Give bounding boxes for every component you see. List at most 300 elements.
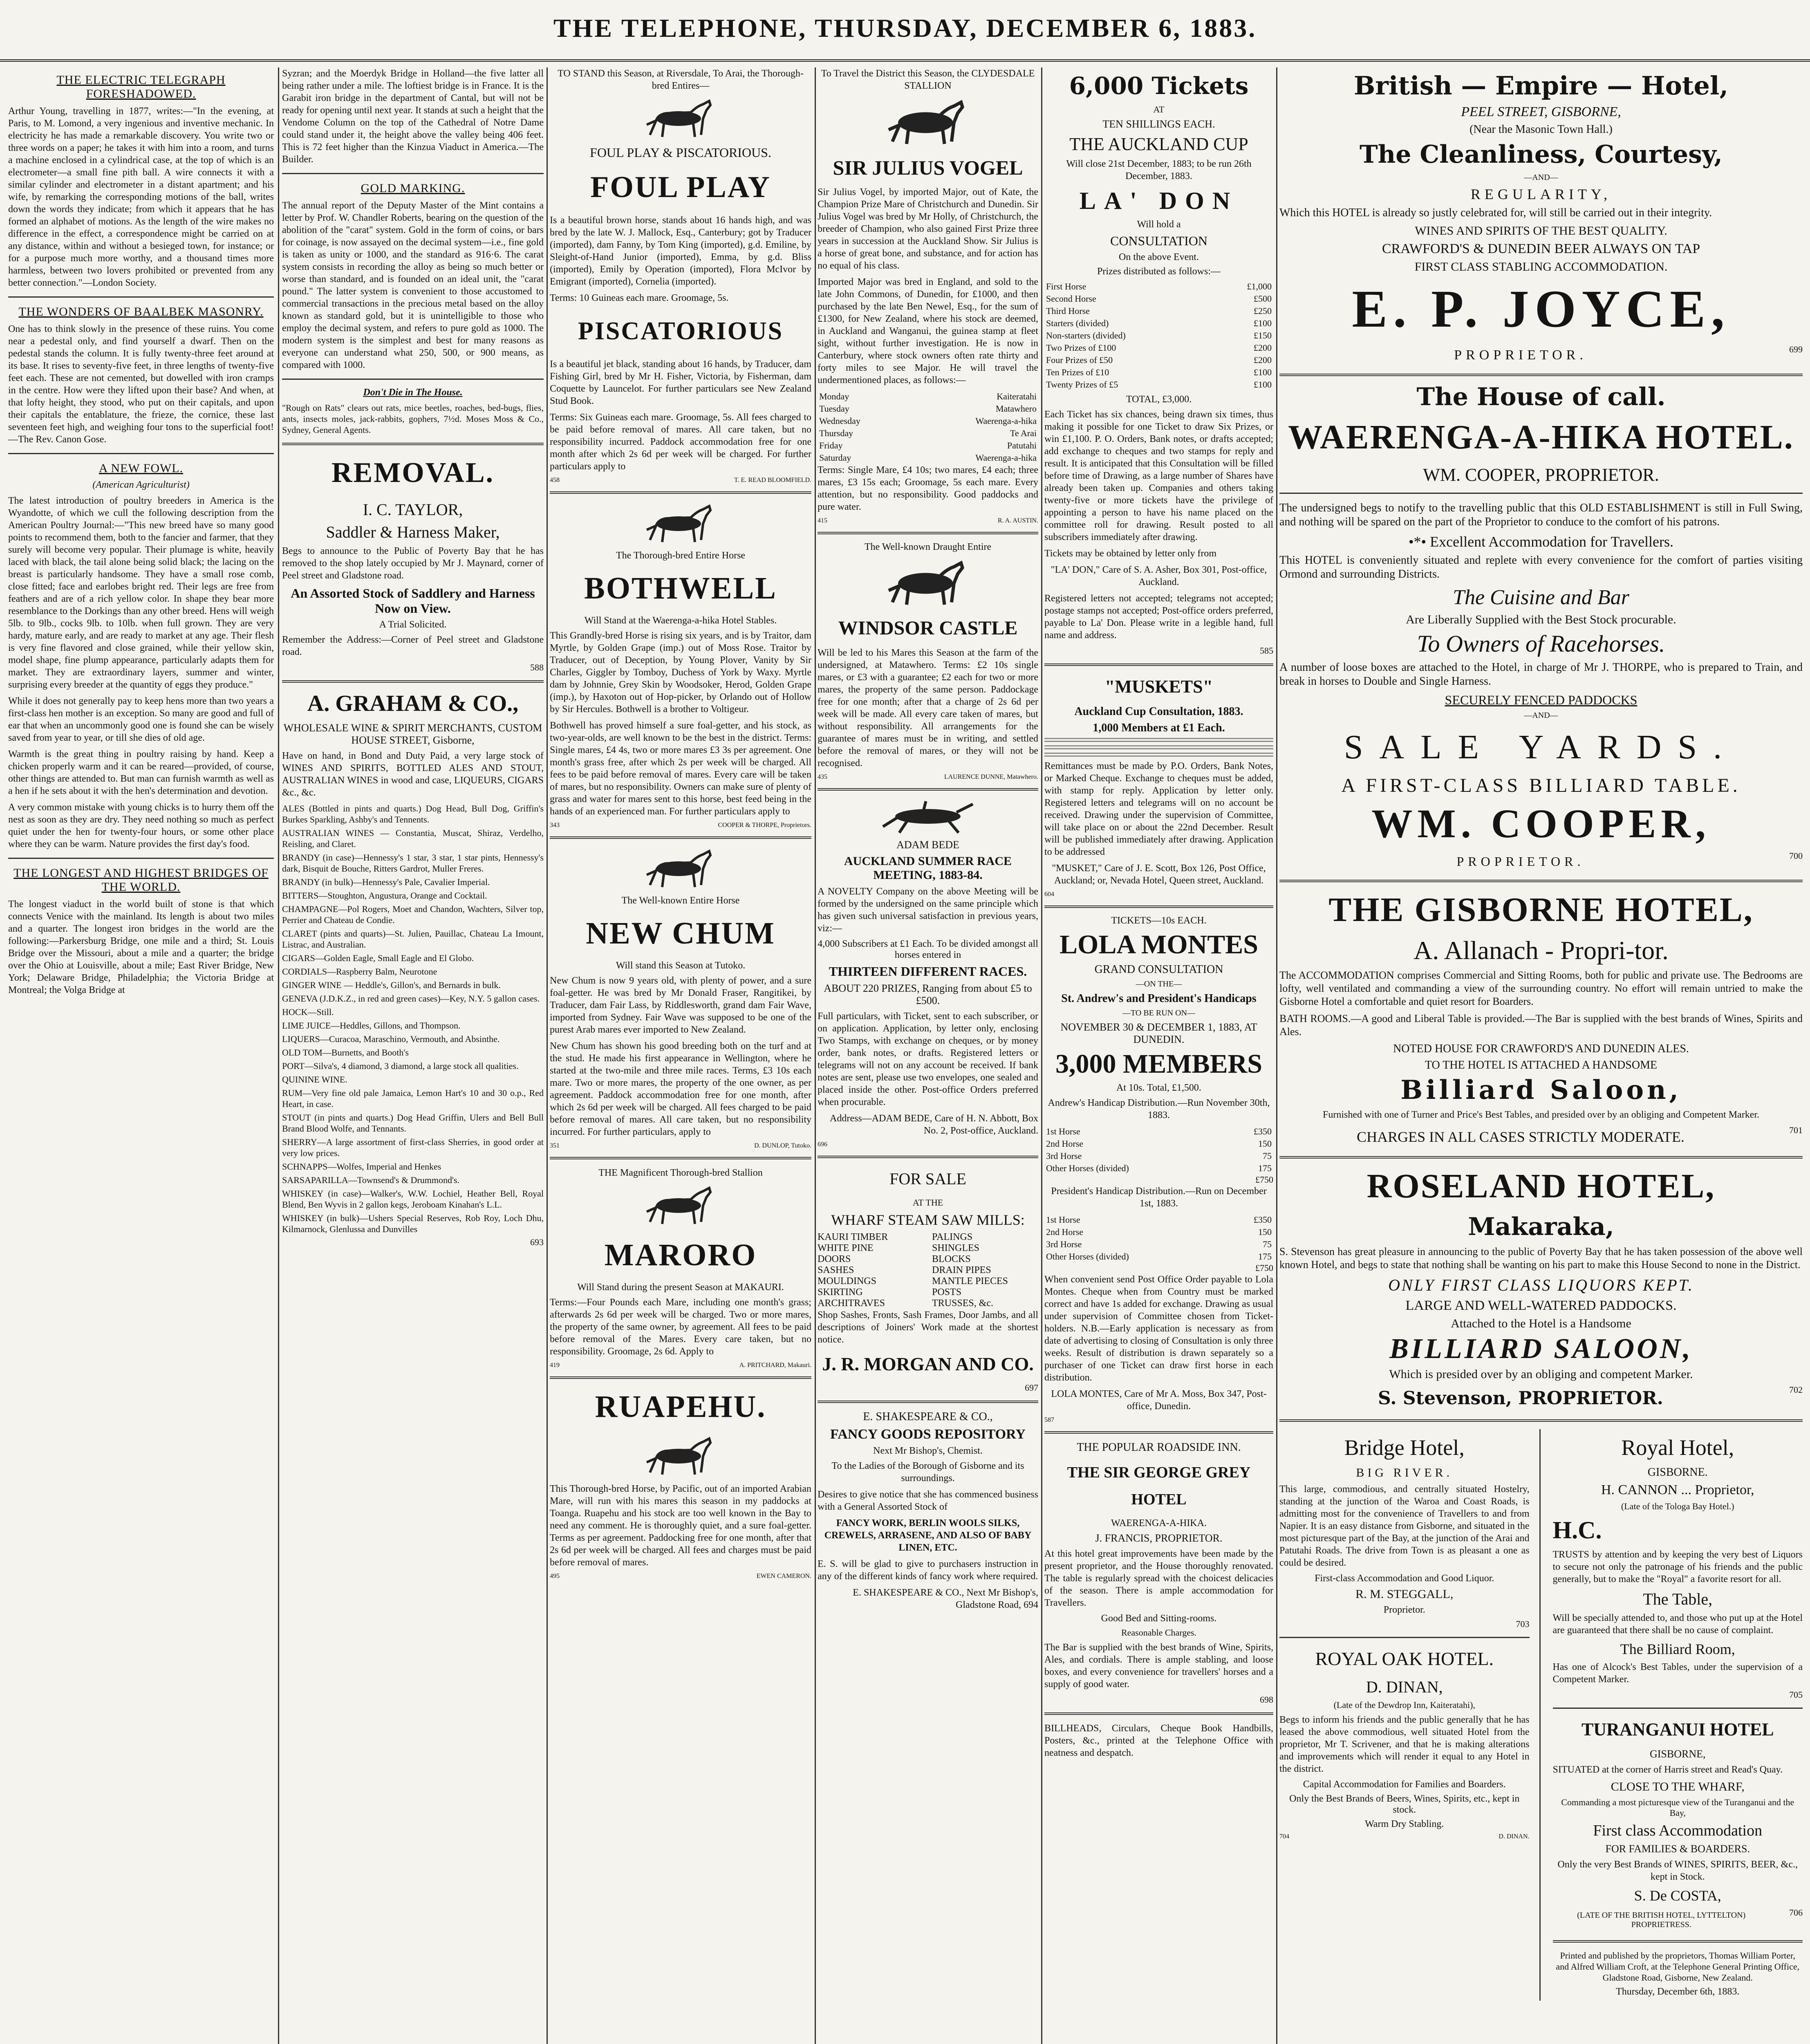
horse-icon: [642, 501, 719, 546]
ad-body: Begs to announce to the Public of Poverty Bay that he has removed to the shop lately occupied by Mr J. Maynard, corner of Peel street and Gladstone road.: [282, 546, 544, 581]
table-cell-label: Second Horse: [1046, 294, 1096, 304]
table-cell-value: £350: [1254, 1215, 1272, 1225]
column-divider: [815, 67, 816, 2044]
ad-title-joyce: E. P. JOYCE,: [1352, 280, 1730, 338]
ad-body: Is a beautiful jet black, standing about 16 hands, by Traducer, dam Fishing Girl, bred by Mr H. Fisher, Victoria, by Fisherman, dam Coquette by Launcelot. For further particulars see New Zealand Stud Book.: [550, 359, 811, 406]
ad-note: —ON THE—: [1136, 979, 1182, 988]
ad-note: (LATE OF THE BRITISH HOTEL, LYTTELTON) PROPRIETRESS.: [1577, 1911, 1746, 1929]
ad-note: AT THE: [912, 1197, 943, 1208]
prize-total: £750: [1255, 1174, 1273, 1185]
ad-date: NOVEMBER 30 & DECEMBER 1, 1883, AT DUNEDIN.: [1060, 1021, 1257, 1045]
ad-highlight: CRAWFORD'S & DUNEDIN BEER ALWAYS ON TAP: [1382, 241, 1700, 256]
ad-body: Has one of Alcock's Best Tables, under the supervision of a Competent Marker.: [1552, 1662, 1803, 1685]
list-item: SASHES: [818, 1265, 854, 1275]
table-cell-value: 75: [1263, 1239, 1272, 1249]
ad-intro: To Travel the District this Season, the CLYDESDALE STALLION: [821, 68, 1035, 91]
ad-terms: Terms: Single Mare, £4 10s; two mares, £4 each; three mares, £3 15s each; Groomage, 5s each mare. Every attention, but no responsibility. Good paddocks and pure water.: [818, 465, 1038, 512]
ad-note: Next Mr Bishop's, Chemist.: [873, 1446, 983, 1456]
ad-name: R. M. STEGGALL,: [1355, 1587, 1454, 1601]
ad-heading: CONSULTATION: [1110, 233, 1208, 248]
table-cell-value: 150: [1258, 1139, 1272, 1149]
ad-intro: TO STAND this Season, at Riversdale, To Arai, the Thorough-bred Entires—: [558, 68, 804, 91]
ad-body: This HOTEL is conveniently situated and replete with every convenience for the comfort of parties visiting Ormond and surrounding Districts.: [1279, 554, 1803, 580]
ad-highlight: LARGE AND WELL-WATERED PADDOCKS.: [1405, 1298, 1677, 1313]
ad-note: TO THE HOTEL IS ATTACHED A HANDSOME: [1425, 1059, 1658, 1071]
horse-icon: [642, 846, 719, 891]
price-list-item: RUM—Very fine old pale Jamaica, Lemon Hart's 10 and 30 o.p., Red Heart, in case.: [282, 1088, 544, 1109]
ad-body: Registered letters not accepted; telegrams not accepted; postage stamps not accepted; Post-office orders preferred, payable to La' Don. Please write in a legible hand, full name and address.: [1044, 593, 1273, 641]
table-row: [818, 403, 1038, 415]
table-cell-label: Other Horses (divided): [1046, 1163, 1129, 1173]
price-list-item: SCHNAPPS—Wolfes, Imperial and Henkes: [282, 1161, 441, 1172]
column-divider: [278, 67, 279, 2044]
table-cell-label: Ten Prizes of £10: [1046, 367, 1109, 377]
ad-proprietor: A. Allanach - Propri-tor.: [1414, 936, 1669, 965]
ad-highlight: FIRST CLASS STABLING ACCOMMODATION.: [1414, 260, 1668, 273]
table-row: [1044, 1162, 1273, 1174]
ad-title-british-empire: British — Empire — Hotel,: [1353, 71, 1729, 101]
ad-title-morgan: J. R. MORGAN AND CO.: [822, 1354, 1034, 1374]
ad-body: TRUSTS by attention and by keeping the very best of Liquors to secure not only the patronage of his friends and the public generally, but to make the "Royal" a favorite resort for all.: [1552, 1549, 1803, 1585]
price-list-item: SHERRY—A large assortment of first-class Sherries, in good order at very low prices.: [282, 1137, 544, 1158]
ad-proprietor: WM. COOPER, PROPRIETOR.: [1423, 465, 1659, 485]
ad-title-sir-george-grey: THE SIR GEORGE GREY HOTEL: [1067, 1464, 1251, 1508]
ad-body: Shop Sashes, Fronts, Sash Frames, Door Jambs, and all descriptions of Joiners' Work made at the shortest notice.: [818, 1310, 1038, 1345]
table-row: [1044, 280, 1273, 293]
ad-body: A NOVELTY Company on the above Meeting will be formed by the undersigned on the same principle which has given such universal satisfaction in previous years, viz:—: [818, 886, 1038, 934]
ad-name: S. De COSTA,: [1634, 1887, 1721, 1904]
ad-title-sir-julius-vogel: SIR JULIUS VOGEL: [833, 156, 1023, 179]
table-cell-label: Starters (divided): [1046, 318, 1109, 328]
ad-name: ADAM BEDE: [896, 839, 959, 851]
table-cell-value: Waerenga-a-hika: [975, 453, 1037, 463]
ad-number: 698: [1260, 1694, 1273, 1705]
ad-heading: The Table,: [1643, 1590, 1713, 1608]
masthead-rule: [0, 59, 1810, 62]
ad-proprietor: Proprietor.: [1383, 1605, 1425, 1615]
article-heading: GOLD MARKING.: [361, 182, 465, 195]
ad-subtitle: Saddler & Harness Maker,: [326, 523, 500, 541]
ad-note: 4,000 Subscribers at £1 Each. To be divided amongst all horses entered in: [818, 939, 1038, 960]
ad-address: Address—ADAM BEDE, Care of H. N. Abbott, Box No. 2, Post-office, Auckland.: [830, 1113, 1038, 1136]
ad-highlight: CHARGES IN ALL CASES STRICTLY MODERATE.: [1357, 1129, 1685, 1145]
column-divider: [547, 67, 548, 2044]
table-cell-value: £100: [1254, 318, 1272, 328]
ad-number: 415: [818, 517, 827, 524]
ad-signature: D. DINAN.: [1499, 1833, 1530, 1840]
column-divider: [1041, 67, 1042, 2044]
ad-body: BATH ROOMS.—A good and Liberal Table is provided.—The Bar is supplied with the best brands of Wines, Spirits and Ales.: [1279, 1013, 1803, 1038]
ad-title-la-don: LA' DON: [1079, 187, 1239, 214]
ad-signature: T. E. READ BLOOMFIELD.: [734, 477, 811, 484]
ad-intro: The Well-known Entire Horse: [621, 895, 740, 906]
ad-title-royal-hotel: Royal Hotel,: [1621, 1435, 1734, 1460]
column-4: [818, 67, 1038, 2044]
ad-body: The undersigned begs to notify to the travelling public that this OLD ESTABLISHMENT is still in Full Swing, and nothing will be spared on the part of the Proprietor to conduce to the comfort of his patrons.: [1279, 502, 1803, 528]
table-cell-value: Waerenga-a-hika: [975, 416, 1037, 426]
ad-proprietor: H. CANNON ... Proprietor,: [1601, 1482, 1754, 1497]
table-cell-label: Third Horse: [1046, 306, 1090, 316]
price-list-item: ALES (Bottled in pints and quarts.) Dog Head, Bull Dog, Griffin's Burkes Sparkling, Ashby's and Tennents.: [282, 803, 544, 825]
ad-note: AT: [1153, 104, 1165, 114]
ad-highlight: NOTED HOUSE FOR CRAWFORD'S AND DUNEDIN ALES.: [1393, 1042, 1689, 1055]
table-cell-label: Monday: [819, 391, 849, 401]
ad-title-gisborne-hotel: THE GISBORNE HOTEL,: [1328, 891, 1754, 929]
price-list-item: OLD TOM—Burnetts, and Booth's: [282, 1047, 409, 1058]
list-item: MANTLE PIECES: [932, 1276, 1008, 1286]
ad-name: I. C. TAYLOR,: [363, 500, 463, 519]
ad-note: On the above Event.: [1119, 252, 1199, 262]
ad-heading: The House of call.: [1416, 383, 1666, 411]
table-row: [1044, 354, 1273, 366]
ad-subtitle: WAERENGA-A-HIKA.: [1111, 1518, 1207, 1529]
horse-icon: [883, 557, 973, 610]
ad-title-new-chum: NEW CHUM: [586, 916, 775, 950]
ad-body: The ACCOMMODATION comprises Commercial and Sitting Rooms, both for public and private use. The Bedrooms are lofty, well ventilated and commanding a view of the surrounding country. No effort will remain untried to make the Gisborne Hotel a comfortable and quiet resort for Boarders.: [1279, 969, 1803, 1007]
price-list-item: AUSTRALIAN WINES — Constantia, Muscat, Shiraz, Verdelho, Reisling, and Claret.: [282, 828, 544, 849]
ad-proprietor: PROPRIETOR.: [1454, 347, 1587, 363]
list-item: DOORS: [818, 1254, 851, 1264]
ad-body: Desires to give notice that she has commenced business with a General Assorted Stock of: [818, 1489, 1038, 1512]
ad-heading: FANCY GOODS REPOSITORY: [830, 1427, 1026, 1442]
ad-note: Capital Accommodation for Families and Boarders.: [1303, 1779, 1506, 1790]
table-cell-value: £100: [1254, 367, 1272, 377]
ad-number: 697: [1025, 1383, 1038, 1393]
table-cell-value: 75: [1263, 1151, 1272, 1161]
table-row: [1044, 305, 1273, 317]
column-2: [282, 67, 544, 2044]
table-cell-value: Kaiteratahi: [997, 391, 1037, 401]
ad-title-graham: A. GRAHAM & CO.,: [307, 691, 519, 716]
ad-note: Commanding a most picturesque view of the Turanganui and the Bay,: [1561, 1797, 1794, 1818]
ad-number: 704: [1279, 1833, 1289, 1840]
horse-icon: [642, 96, 719, 141]
ad-signature: LAURENCE DUNNE, Matawhero.: [944, 773, 1038, 780]
table-cell-label: 1st Horse: [1046, 1126, 1080, 1136]
ad-name: E. SHAKESPEARE & CO.,: [863, 1410, 993, 1423]
table-row: [1044, 1238, 1273, 1251]
ad-subtitle: PEEL STREET, GISBORNE,: [1461, 104, 1621, 119]
table-cell-value: Matawhero: [995, 403, 1037, 414]
table-cell-value: 175: [1258, 1163, 1272, 1173]
ad-subtitle: BIG RIVER.: [1356, 1466, 1453, 1479]
ad-heading: First class Accommodation: [1593, 1822, 1763, 1839]
ad-note: First-class Accommodation and Good Liquor.: [1315, 1573, 1494, 1584]
price-list-item: BRANDY (in case)—Hennessy's 1 star, 3 star, 1 star pints, Hennessy's dark, Bisquit de Bouche, Ritters Gardrot, Muller Freres.: [282, 852, 544, 874]
ad-number: 351: [550, 1142, 560, 1149]
table-cell-label: First Horse: [1046, 281, 1086, 291]
table-cell-value: £350: [1254, 1126, 1272, 1136]
ad-number: 343: [550, 822, 560, 829]
table-cell-label: 1st Horse: [1046, 1215, 1080, 1225]
ad-body: BILLHEADS, Circulars, Cheque Book Handbills, Posters, &c., printed at the Telephone Office with neatness and despatch.: [1044, 1723, 1273, 1758]
ad-number: 587: [1044, 1416, 1054, 1423]
ad-highlight: CLOSE TO THE WHARF,: [1611, 1780, 1745, 1793]
ad-number: 706: [1789, 1907, 1803, 1918]
ad-heading: The Billiard Room,: [1620, 1641, 1735, 1657]
ad-subtitle: GRAND CONSULTATION: [1094, 963, 1223, 976]
ad-heading: The Cleanliness, Courtesy,: [1360, 140, 1723, 169]
price-list-item: GINGER WINE — Heddle's, Gillon's, and Bernards in bulk.: [282, 980, 501, 990]
ad-signature: R. A. AUSTIN.: [997, 517, 1038, 524]
ad-body: Will be led to his Mares this Season at the farm of the undersigned, at Matawhero. Terms: £2 10s single mares, or £3 with a guarantee; £2 each for two or more mares, the property of the same person. Paddockage free for one month; after that a charge of 2s 6d per week will be made. All every care taken of mares, but without responsibility. All arrangements for the guarantee of mares must be in writing, and settled before the removal of mares, or they will not be recognised.: [818, 648, 1038, 769]
ad-heading: BILLIARD SALOON,: [1389, 1333, 1693, 1365]
ad-subtitle: Will Stand at the Waerenga-a-hika Hotel Stables.: [584, 615, 777, 626]
ad-body: E. S. will be glad to give to purchasers instruction in any of the different kinds of fancy work where required.: [818, 1559, 1038, 1582]
article-body: Arthur Young, travelling in 1877, writes:—"In the evening, at Paris, to M. Lomond, a very ingenious and inventive mechanic. In electricity he has made a remarkable discovery. You write two or three words on a paper; he takes it with him into a room, and turns a machine enclosed in a cylindrical case, at the top of which is an electrometer—a small fine pith ball. A wire connects it with a similar cylinder and electrometer in a distant apartment; and his wife, by remarking the corresponding motions of the ball, writes down the words they indicate; from which it appears that he has formed an alphabet of motions. As the length of the wire makes no difference in the effect, a correspondence might be carried on at any distance, within and without a besieged town, for instance; or for a purpose much more worthy, and a thousand times more harmless, between two lovers prohibited or prevented from any better connection."—London Society.: [8, 106, 274, 288]
table-cell-value: £100: [1254, 379, 1272, 390]
ad-highlight: ABOUT 220 PRIZES, Ranging from about £5 to £500.: [824, 982, 1032, 1006]
table-cell-label: 2nd Horse: [1046, 1227, 1084, 1237]
ad-body: New Chum is now 9 years old, with plenty of power, and a sure foal-getter. He was bred by Mr Donald Fraser, Rangitikei, by Traducer, dam Fair Lass, by Riddlesworth, grand dam Fair Wave, imported from Sydney. Fair Wave was supposed to be one of the purest Arab mares ever imported to New Zealand.: [550, 975, 811, 1035]
article-heading: A NEW FOWL.: [99, 462, 184, 475]
list-item: SKIRTING: [818, 1287, 863, 1298]
article-body: Warmth is the great thing in poultry raising by hand. Keep a chicken properly warm and it can be reared—provided, of course, other things are attended to. But man can furnish warmth as well as a hen if he sets about it with the hen's determination and devotion.: [8, 749, 274, 796]
ad-signature: COOPER & THORPE, Proprietors.: [718, 822, 811, 829]
column-1: [8, 67, 274, 2044]
column-5: [1044, 67, 1273, 2044]
ad-name: D. DINAN,: [1366, 1678, 1443, 1696]
table-cell-label: Friday: [819, 440, 843, 450]
ad-highlight: ONLY FIRST CLASS LIQUORS KEPT.: [1388, 1276, 1694, 1294]
table-row: [1044, 1138, 1273, 1150]
ad-heading: Auckland Cup Consultation, 1883.: [1074, 705, 1243, 718]
ad-note: A Trial Solicited.: [379, 619, 447, 630]
ad-number: 693: [530, 1237, 544, 1247]
ad-body: Which this HOTEL is already so justly celebrated for, will still be carried out in their integrity.: [1279, 206, 1712, 219]
column-3: [550, 67, 811, 2044]
ad-note: FOR FAMILIES & BOARDERS.: [1605, 1843, 1750, 1855]
ad-note: (Late of the Tologa Bay Hotel.): [1621, 1501, 1734, 1511]
ad-title-windsor-castle: WINDSOR CASTLE: [838, 617, 1018, 639]
table-row: [818, 390, 1038, 403]
ad-note: Reasonable Charges.: [1121, 1627, 1197, 1638]
ad-subtitle: GISBORNE,: [1649, 1748, 1706, 1760]
ad-highlight: THIRTEEN DIFFERENT RACES.: [829, 964, 1027, 979]
list-item: WHITE PINE: [818, 1243, 874, 1253]
horse-icon: [883, 96, 973, 149]
table-cell-value: Patutahi: [1007, 440, 1037, 450]
ad-note: Attached to the Hotel is a Handsome: [1451, 1317, 1631, 1330]
ad-signature: A. PRITCHARD, Makauri.: [739, 1362, 811, 1369]
page-title: THE TELEPHONE, THURSDAY, DECEMBER 6, 1883.: [553, 13, 1257, 43]
list-item: PALINGS: [932, 1232, 973, 1242]
ad-body: Have on hand, in Bond and Duty Paid, a very large stock of WINES AND SPIRITS, BOTTLED ALES AND STOUT, AUSTRALIAN WINES in wood and case, LIQUEURS, CIGARS &c., &c.: [282, 751, 544, 798]
price-list-item: STOUT (in pints and quarts.) Dog Head Griffin, Ulers and Bell Bull Brand Blood Wolfe, and Tennants.: [282, 1112, 544, 1134]
ad-note: —TO BE RUN ON—: [1122, 1009, 1195, 1018]
prize-table: [1044, 1125, 1273, 1174]
ad-heading: AUCKLAND SUMMER RACE MEETING, 1883-84.: [844, 854, 1012, 882]
prize-table: [1044, 280, 1273, 391]
table-row: [818, 415, 1038, 427]
ad-heading: Don't Die in The House.: [363, 387, 463, 398]
table-cell-value: £200: [1254, 355, 1272, 365]
price-list-item: BRANDY (in bulk)—Hennessy's Pale, Cavalier Imperial.: [282, 877, 490, 887]
table-cell-label: 3rd Horse: [1046, 1239, 1082, 1249]
price-list-item: WHISKEY (in case)—Walker's, W.W. Lochiel, Heather Bell, Royal Blend, Ben Wyvis in 2 gallon kegs, Jeroboam Kinahan's L.L.: [282, 1188, 544, 1210]
ad-body: To the Ladies of the Borough of Gisborne and its surroundings.: [831, 1461, 1024, 1484]
ad-number: 700: [1789, 851, 1803, 861]
ad-number: 699: [1789, 344, 1803, 354]
list-item: DRAIN PIPES: [932, 1265, 991, 1275]
price-list-item: CHAMPAGNE—Pol Rogers, Moet and Chandon, Wachters, Silver top, Perrier and Chateau de Condie.: [282, 904, 544, 925]
table-cell-value: £150: [1254, 330, 1272, 341]
article-heading: THE WONDERS OF BAALBEK MASONRY.: [18, 305, 264, 318]
ad-number: 705: [1789, 1690, 1803, 1700]
table-row: [1044, 329, 1273, 342]
ad-address: Remember the Address:—Corner of Peel street and Gladstone road.: [282, 634, 544, 657]
table-row: [1044, 293, 1273, 305]
ad-number: 419: [550, 1362, 560, 1369]
ad-body: Is a beautiful brown horse, stands about 16 hands high, and was bred by the late W. J. Mallock, Esq., Canterbury; got by Traducer (imported), dam Fanny, by Tom King (imported), g.d. Emiline, by Sleight-of-Hand Junior (imported), Emma, by g.d. Bliss (imported), Emily by Operation (imported), Flora McIvor by Emigrant (imported), Cornelia (imported).: [550, 215, 811, 287]
ad-note: Prizes distributed as follows:—: [1097, 266, 1221, 277]
ad-body: This large, commodious, and centrally situated Hostelry, standing at the junction of the Waroa and Coast Roads, is admitting most for the convenience of Travellers to and from Napier. It is an easy distance from Gisborne, and situated in the most picturesque part of the Bay, at the junction of the Arai and Patutahi Roads. The drive from Town is as pleasant a one as could be desired.: [1279, 1484, 1530, 1568]
ad-body: Remittances must be made by P.O. Orders, Bank Notes, or Marked Cheque. Exchange to cheques must be added, with stamp for reply. Application by letter only. Registered letters and telegrams will on no account be received. Drawing under the supervision of Committee, will take place on or about the 22nd December. Result will be published immediately after drawing. Application to be addressed: [1044, 761, 1273, 857]
ad-proprietor: PROPRIETOR.: [1456, 854, 1585, 869]
ad-note: Are Liberally Supplied with the Best Stock procurable.: [1406, 613, 1676, 626]
price-list-item: WHISKEY (in bulk)—Ushers Special Reserves, Rob Roy, Loch Dhu, Kilmarnock, Glenlussa and Dunvilles: [282, 1213, 544, 1234]
price-list-item: LIME JUICE—Heddles, Gillons, and Thompson.: [282, 1020, 461, 1031]
ad-name: WM. COOPER,: [1371, 801, 1711, 846]
ad-number: 585: [1260, 645, 1273, 656]
table-row: [818, 452, 1038, 464]
ad-heading: The Cuisine and Bar: [1453, 586, 1629, 609]
product-list: [818, 1232, 924, 1309]
ad-body: Imported Major was bred in England, and sold to the late John Commons, of Dunedin, for £1000, and then purchased by the late Ben Newel, Esq., for the sum of £1300, for New Zealand, where his stock are deemed, in Auckland and Wanganui, the guinea stamp at fleet sight, without further investigation. He is now in Canterbury, where stock owners often rate thirty and forty miles to see Major. He will travel the undermentioned places, as follows:—: [818, 277, 1038, 385]
table-cell-value: 150: [1258, 1227, 1272, 1237]
ad-heading: THE AUCKLAND CUP: [1069, 134, 1248, 154]
ad-highlight: A FIRST-CLASS BILLIARD TABLE.: [1341, 775, 1741, 796]
ad-body: Tickets may be obtained by letter only from: [1044, 548, 1217, 559]
price-list: [282, 803, 544, 1235]
prize-total: TOTAL, £3,000.: [1126, 394, 1192, 405]
table-cell-label: Two Prizes of £100: [1046, 343, 1116, 353]
price-list-item: CIGARS—Golden Eagle, Small Eagle and El Globo.: [282, 953, 474, 963]
ad-title-roseland: ROSELAND HOTEL,: [1366, 1167, 1716, 1205]
ad-title-waerenga-a-hika: WAERENGA-A-HIKA HOTEL.: [1288, 418, 1794, 456]
ad-title-ruapehu: RUAPEHU.: [595, 1390, 766, 1424]
ad-terms: Terms: Six Guineas each mare. Groomage, 5s. All fees charged to be paid before removal of mares. All care taken, but no responsibility incurred. Paddock accommodation free for one month after which 2s 6d per week will be charged. For further particulars apply to: [550, 412, 811, 472]
table-cell-label: Thursday: [819, 428, 853, 438]
list-item: KAURI TIMBER: [818, 1232, 888, 1242]
ad-title-piscatorious: PISCATORIOUS: [578, 317, 784, 345]
ad-highlight: •*• Excellent Accommodation for Travellers.: [1408, 533, 1674, 550]
table-cell-label: 2nd Horse: [1046, 1139, 1084, 1149]
article-body: The latest introduction of poultry breeders in America is the Wyandotte, of which we cull the following description from the American Poultry Journal:—"This new breed have so many good points to recommend them, both to the fancier and farmer, that they surely will become very popular. Their plumage is white, heavily laced with black, the tail alone being solid black; the lacing on the breast is particularly handsome. They have a small rose comb, close fitted; face and earlobes bright red. Their legs are free from feathers and are of a rich yellow color. In shape they bear more resemblance to the Dorkings than any other breed. Hens will weigh 5lb. to 9lb., cocks 9lb. to 10lb. when full grown. They are very hardy, mature early, and are ready to market at any age. Their flesh is very fine flavored and close grained, while their yellow skin, model shape, fine plump appearance, particularly adapts them for market. They are extraordinary layers, summer and winter, surprising every breeder at the quantity of eggs they produce.": [8, 495, 274, 690]
list-item: BLOCKS: [932, 1254, 971, 1264]
list-item: POSTS: [932, 1287, 962, 1298]
ad-body: S. Stevenson has great pleasure in announcing to the public of Poverty Bay that he has taken possession of the above well known Hotel, and begs to state that nothing shall be wanting on his part to make this House Second to none in the District.: [1279, 1246, 1803, 1271]
ad-heading: FOUL PLAY & PISCATORIOUS.: [590, 145, 771, 160]
table-row: [1044, 317, 1273, 329]
ad-title-royal-oak: ROYAL OAK HOTEL.: [1315, 1648, 1494, 1669]
ad-highlight: WINES AND SPIRITS OF THE BEST QUALITY.: [1415, 224, 1667, 238]
ad-heading: WHARF STEAM SAW MILLS:: [831, 1212, 1025, 1228]
ad-body: Will close 21st December, 1883; to be run 26th December, 1883.: [1066, 159, 1252, 182]
ad-heading: Billiard Saloon,: [1400, 1075, 1682, 1105]
ad-body: "Rough on Rats" clears out rats, mice beetles, roaches, bed-bugs, flies, ants, insects moles, jack-rabbits, gophers, 7½d. Moses Moss & Co., Sydney, General Agents.: [282, 403, 544, 435]
ad-note: At 10s. Total, £1,500.: [1116, 1083, 1201, 1093]
royal-hotel-ad: [1553, 1429, 1803, 2001]
ad-signature: D. DUNLOP, Tutoko.: [754, 1142, 811, 1149]
table-row: [1044, 1251, 1273, 1263]
ad-note: Which is presided over by an obliging and competent Marker.: [1389, 1367, 1693, 1381]
imprint-date: Thursday, December 6th, 1883.: [1616, 1986, 1740, 1997]
ad-highlight: An Assorted Stock of Saddlery and Harness Now on View.: [291, 586, 535, 616]
ad-terms: Bothwell has proved himself a sure foal-getter, and his stock, as two-year-olds, are well known to be the best in the district. Terms: Single mares, £4 4s, two or more mares £3 3s per agreement. One month's grass free, after which 2s per week will be charged. All fees to be paid before removal of mares. Every care will be taken of mares, but no responsibility. Owners can make sure of plenty of grass and water for mares sent to this horse, best feed being in the hands of an experienced man. For further particulars apply to: [550, 720, 811, 817]
table-cell-label: Non-starters (divided): [1046, 330, 1126, 341]
table-cell-label: Saturday: [819, 453, 851, 463]
ad-number: 703: [1516, 1619, 1530, 1629]
ad-number: 495: [550, 1573, 560, 1580]
ad-body: A number of loose boxes are attached to the Hotel, in charge of Mr J. THORPE, who is prepared to Train, and break in horses to Double and Single Harness.: [1279, 661, 1803, 688]
ad-title-muskets: "MUSKETS": [1104, 677, 1213, 697]
imprint: Printed and published by the proprietors, Thomas William Porter, and Alfred William Croft, at the Telephone General Printing Office, Gladstone Road, Gisborne, New Zealand.: [1556, 1950, 1800, 1983]
ad-subtitle: 1,000 Members at £1 Each.: [1093, 722, 1225, 734]
ad-number: 588: [530, 662, 544, 672]
ad-signature: EWEN CAMERON.: [756, 1573, 811, 1580]
article-heading: THE ELECTRIC TELEGRAPH FORESHADOWED.: [56, 73, 226, 101]
table-row: [1044, 1226, 1273, 1238]
ad-subtitle: Will stand this Season at Tutoko.: [616, 960, 746, 971]
ad-proprietor: S. Stevenson, PROPRIETOR.: [1378, 1388, 1663, 1409]
ad-title-bridge-hotel: Bridge Hotel,: [1344, 1435, 1465, 1460]
table-row: [1044, 366, 1273, 379]
ad-signature: E. SHAKESPEARE & CO., Next Mr Bishop's, Gladstone Road, 694: [853, 1587, 1038, 1610]
table-cell-label: Four Prizes of £50: [1046, 355, 1113, 365]
ad-number: 458: [550, 477, 560, 484]
ad-title-removal: REMOVAL.: [331, 457, 495, 489]
ad-heading: St. Andrew's and President's Handicaps: [1061, 992, 1257, 1005]
ad-members: 3,000 MEMBERS: [1055, 1049, 1263, 1079]
price-list-item: LIQUERS—Curacoa, Maraschino, Vermouth, and Absinthe.: [282, 1034, 500, 1044]
prize-table: [1044, 1214, 1273, 1263]
price-list-item: CORDIALS—Raspberry Balm, Neurotone: [282, 966, 437, 977]
bridge-hotel-ad: [1279, 1429, 1541, 2001]
list-item: SHINGLES: [932, 1243, 980, 1253]
table-cell-label: Other Horses (divided): [1046, 1251, 1129, 1262]
ad-subtitle: GISBORNE.: [1647, 1466, 1708, 1479]
article-body: The annual report of the Deputy Master of the Mint contains a letter by Prof. W. Chandler Roberts, bearing on the question of the abolition of the "carat" system. Gold in the form of coins, or bars for coinage, is now assayed on the decimal system—i.e., fine gold is taken as unity or 1000, and the standard as 916·6. The carat system consists in recording the alloy as being so much better or worse than standard, and is founded on an ideal unit, the "carat pound." The latter system is convenient to those accustomed to commercial transactions in the precious metal based on the alloy known as standard gold, but it is unintelligible to those who employ the decimal system, and refers to pure gold as 1000. The modern system is the simplest and best for many reasons as everyone can understand what 250, 500, or 900 means, as compared with 1000.: [282, 200, 544, 370]
ad-subtitle: Makaraka,: [1468, 1213, 1614, 1241]
article-heading: THE LONGEST AND HIGHEST BRIDGES OF THE WORLD.: [13, 866, 269, 894]
ad-body: At this hotel great improvements have been made by the present proprietor, and the House thoroughly renovated. The table is regularly spread with the choicest delicacies of the season. There is ample accommodation for Travellers.: [1044, 1549, 1273, 1608]
ad-body: This Grandly-bred Horse is rising six years, and is by Traitor, dam Myrtle, by Golden Grape (imp.) out of Moss Rose. Traitor by Traducer, out of Deception, by Young Plover, Vanity by Sir Charles, Giggler by Tomboy, Duchess of York by Waxy. Myrtle dam by Johnnie, Grey Skin by Woodsoker, Herod, Golden Grape (imp.), by Haxoton out of Hop-picker, by Orlando out of Hollow by Sir Hercules. Bothwell is a brother to Voltigeur.: [550, 630, 811, 715]
column-6: [1279, 67, 1803, 2044]
ad-intro: THE Magnificent Thorough-bred Stallion: [598, 1168, 763, 1178]
ad-body: Begs to inform his friends and the public generally that he has leased the above commodious, well situated Hotel from the proprietor, Mr T. Scrivener, and that he is making alterations and improvements which will render it equal to any Hotel in the district.: [1279, 1715, 1530, 1774]
ad-title-lola-montes: LOLA MONTES: [1060, 930, 1258, 959]
ad-body: Furnished with one of Turner and Price's Best Tables, and presided over by an obliging and Competent Marker.: [1322, 1109, 1760, 1120]
ad-body: Sir Julius Vogel, by imported Major, out of Kate, the Champion Prize Mare of Christchurch and Dunedin. Sir Julius Vogel was bred by Mr Holly, of Christchurch, the breeder of Champion, who also gained First Prize three years in succession at the Auckland Show. Sir Julius is a horse of great bone, and substance, and for action has no equal of his class.: [818, 187, 1038, 271]
article-body: The longest viaduct in the world built of stone is that which connects Venice with the mainland. Its length is about two miles and a quarter. The longest iron bridges in the world are the following:—Parkersburg Bridge, one mile and a third; St. Louis Bridge over the Missouri, about a mile and a quarter; the bridge over the Ohio at Louisville, about a mile; East River Bridge, New York; Delaware Bridge, Philadelphia; the Victoria Bridge at Montreal; the Volga Bridge at: [8, 899, 274, 995]
article-source: (American Agriculturist): [92, 480, 190, 490]
table-cell-label: Wednesday: [819, 416, 860, 426]
ad-terms: New Chum has shown his good breeding both on the turf and at the stud. He made his first appearance in Wellington, where he started at the two-mile and three mile races. Terms, £3 10s each mare. Two or more mares, the property of the one owner, as per agreement. Paddock accommodation free for one month, after which 2s 6d per week will be charged. All fees charged to be paid before removal of mares. All care taken, but no responsibility incurred. For further particulars, apply to: [550, 1041, 811, 1137]
schedule-table: [818, 390, 1038, 464]
table-cell-value: £200: [1254, 343, 1272, 353]
ad-note: Will hold a: [1137, 219, 1181, 230]
ad-highlight: FANCY WORK, BERLIN WOOLS SILKS, CREWELS, ARRASENE, AND ALSO OF BABY LINEN, ETC.: [824, 1518, 1032, 1553]
table-row: [818, 427, 1038, 439]
price-list-item: GENEVA (J.D.K.Z., in red and green cases)—Key, N.Y. 5 gallon cases.: [282, 993, 540, 1004]
ad-terms: Terms: 10 Guineas each mare. Groomage, 5s.: [550, 293, 729, 303]
ad-intro: THE POPULAR ROADSIDE INN.: [1077, 1441, 1241, 1454]
price-list-item: HOCK—Still.: [282, 1007, 334, 1017]
ad-address: LOLA MONTES, Care of Mr A. Moss, Box 347, Post-office, Dunedin.: [1051, 1389, 1267, 1412]
product-list: [932, 1232, 1038, 1309]
table-cell-value: £500: [1254, 294, 1272, 304]
